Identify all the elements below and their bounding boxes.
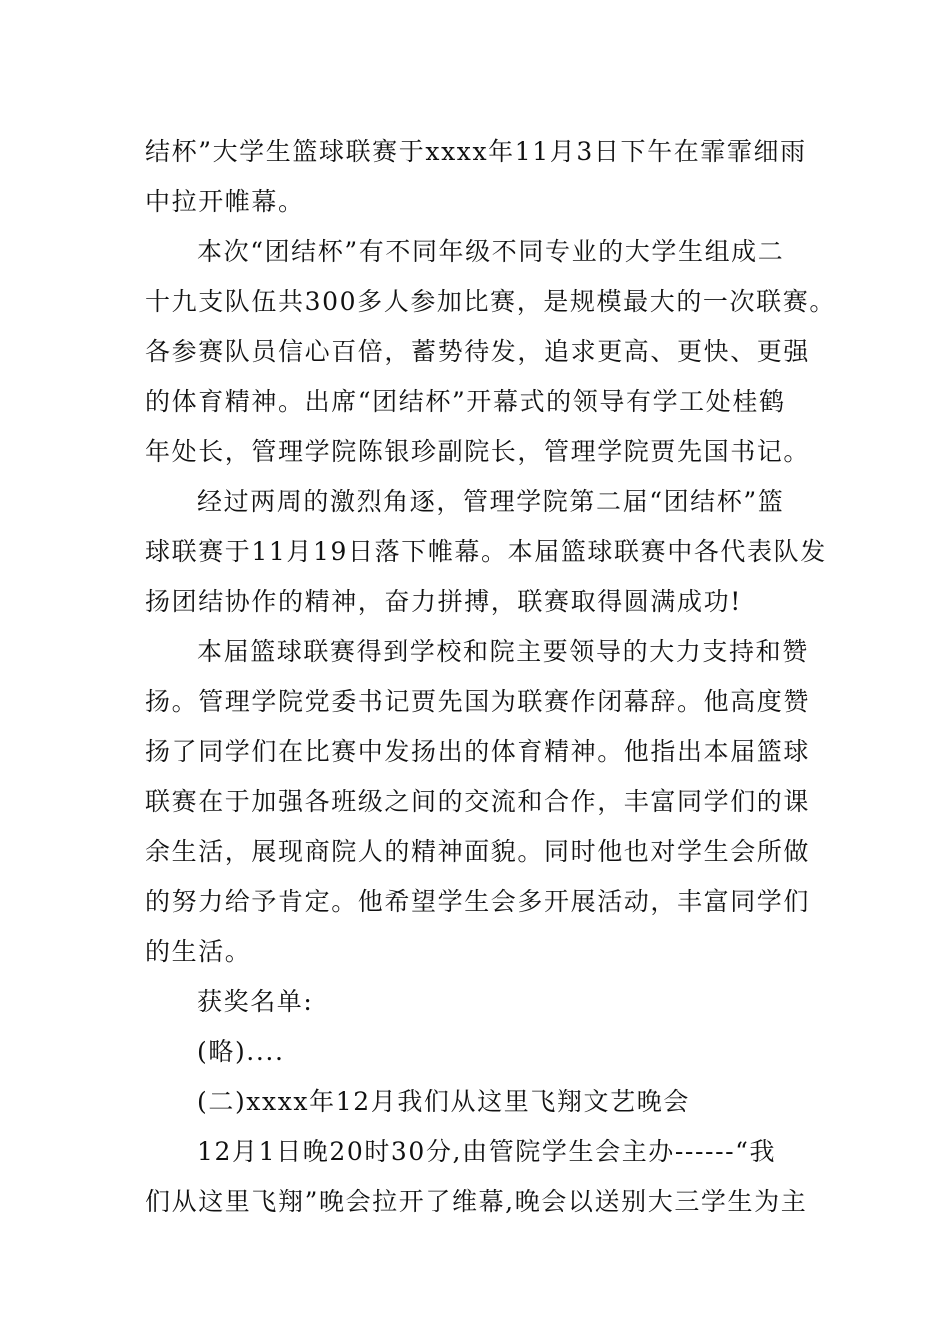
text-line-9: 球联赛于11月19日落下帷幕。本届篮球联赛中各代表队发 — [145, 537, 827, 566]
text-line-14: 联赛在于加强各班级之间的交流和合作，丰富同学们的课 — [145, 787, 811, 816]
text-line-18: 获奖名单: — [197, 987, 314, 1016]
text-line-19: (略).... — [197, 1037, 285, 1066]
text-line-7: 年处长，管理学院陈银珍副院长，管理学院贾先国书记。 — [145, 437, 811, 466]
text-line-4: 十九支队伍共300多人参加比赛，是规模最大的一次联赛。 — [145, 287, 836, 316]
text-line-11: 本届篮球联赛得到学校和院主要领导的大力支持和赞 — [197, 637, 809, 666]
text-line-1: 结杯”大学生篮球联赛于xxxx年11月3日下午在霏霏细雨 — [145, 137, 807, 166]
text-line-13: 扬了同学们在比赛中发扬出的体育精神。他指出本届篮球 — [145, 737, 811, 766]
text-line-3: 本次“团结杯”有不同年级不同专业的大学生组成二 — [197, 237, 785, 266]
text-line-6: 的体育精神。出席“团结杯”开幕式的领导有学工处桂鹤 — [145, 387, 786, 416]
text-line-2: 中拉开帷幕。 — [145, 187, 305, 216]
text-line-12: 扬。管理学院党委书记贾先国为联赛作闭幕辞。他高度赞 — [145, 687, 811, 716]
text-line-15: 余生活，展现商院人的精神面貌。同时他也对学生会所做 — [145, 837, 811, 866]
text-line-16: 的努力给予肯定。他希望学生会多开展活动，丰富同学们 — [145, 887, 811, 916]
text-line-5: 各参赛队员信心百倍，蓄势待发，追求更高、更快、更强 — [145, 337, 811, 366]
text-line-10: 扬团结协作的精神，奋力拼搏，联赛取得圆满成功! — [145, 587, 742, 616]
text-line-22: 们从这里飞翔”晚会拉开了维幕,晚会以送别大三学生为主 — [145, 1187, 808, 1216]
text-line-21: 12月1日晚20时30分,由管院学生会主办------“我 — [197, 1137, 777, 1166]
section-heading: (二)xxxx年12月我们从这里飞翔文艺晚会 — [197, 1087, 690, 1116]
text-line-8: 经过两周的激烈角逐，管理学院第二届“团结杯”篮 — [197, 487, 785, 516]
text-line-17: 的生活。 — [145, 937, 252, 966]
